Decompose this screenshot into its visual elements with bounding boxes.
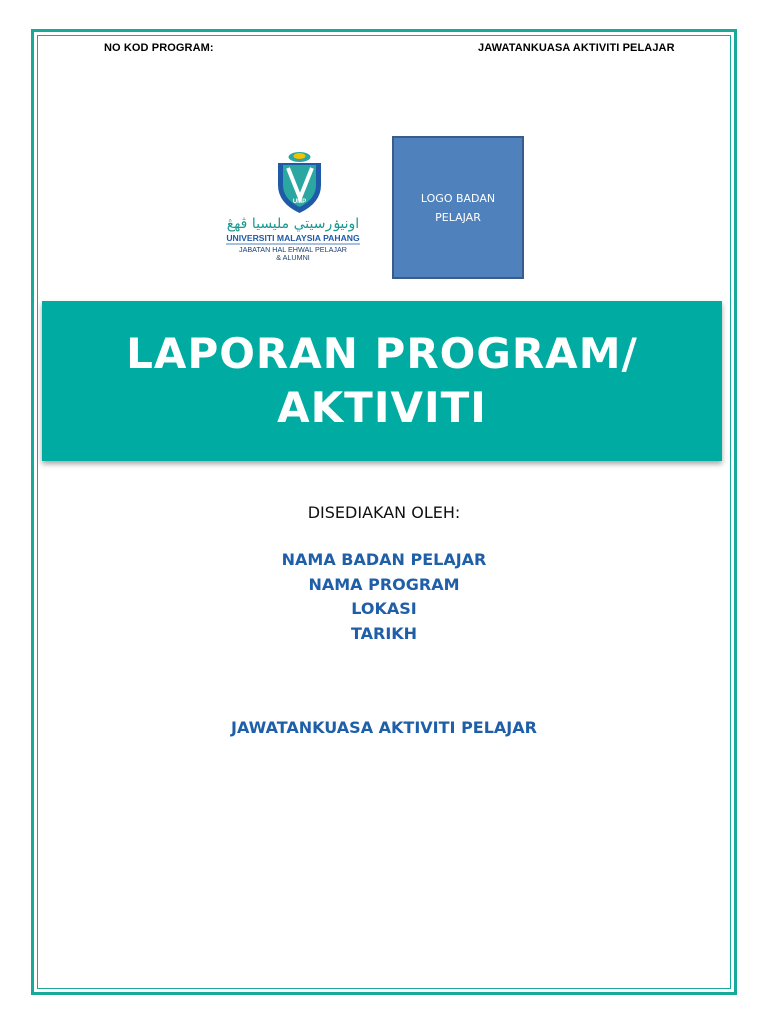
department-line1: JABATAN HAL EHWAL PELAJAR xyxy=(239,245,347,254)
prepared-by-label: DISEDIAKAN OLEH: xyxy=(307,503,461,522)
title-line-1: LAPORAN PROGRAM/ xyxy=(126,329,638,378)
title-banner xyxy=(42,301,722,461)
title-line-2: AKTIVITI xyxy=(277,383,487,432)
arabic-name: اونيۏرسيتي مليسيا ڤهڠ xyxy=(226,216,360,232)
program-details xyxy=(0,548,768,646)
emblem-text: UMP xyxy=(292,199,307,205)
logo-placeholder-text: LOGO BADAN PELAJAR xyxy=(420,191,496,224)
program-name: NAMA PROGRAM xyxy=(308,574,460,594)
student-body-logo-placeholder xyxy=(392,136,524,279)
ump-emblem-icon xyxy=(278,152,321,213)
date: TARIKH xyxy=(350,623,418,643)
university-logo xyxy=(210,148,375,263)
program-code-label: NO KOD PROGRAM: xyxy=(104,42,214,54)
committee-header: JAWATANKUASA AKTIVITI PELAJAR xyxy=(478,42,675,54)
student-body-name: NAMA BADAN PELAJAR xyxy=(281,550,487,569)
location: LOKASI xyxy=(351,599,417,618)
university-name: UNIVERSITI MALAYSIA PAHANG xyxy=(226,233,360,243)
committee-footer: JAWATANKUASA AKTIVITI PELAJAR xyxy=(231,718,537,737)
department-line2: & ALUMNI xyxy=(276,253,310,262)
